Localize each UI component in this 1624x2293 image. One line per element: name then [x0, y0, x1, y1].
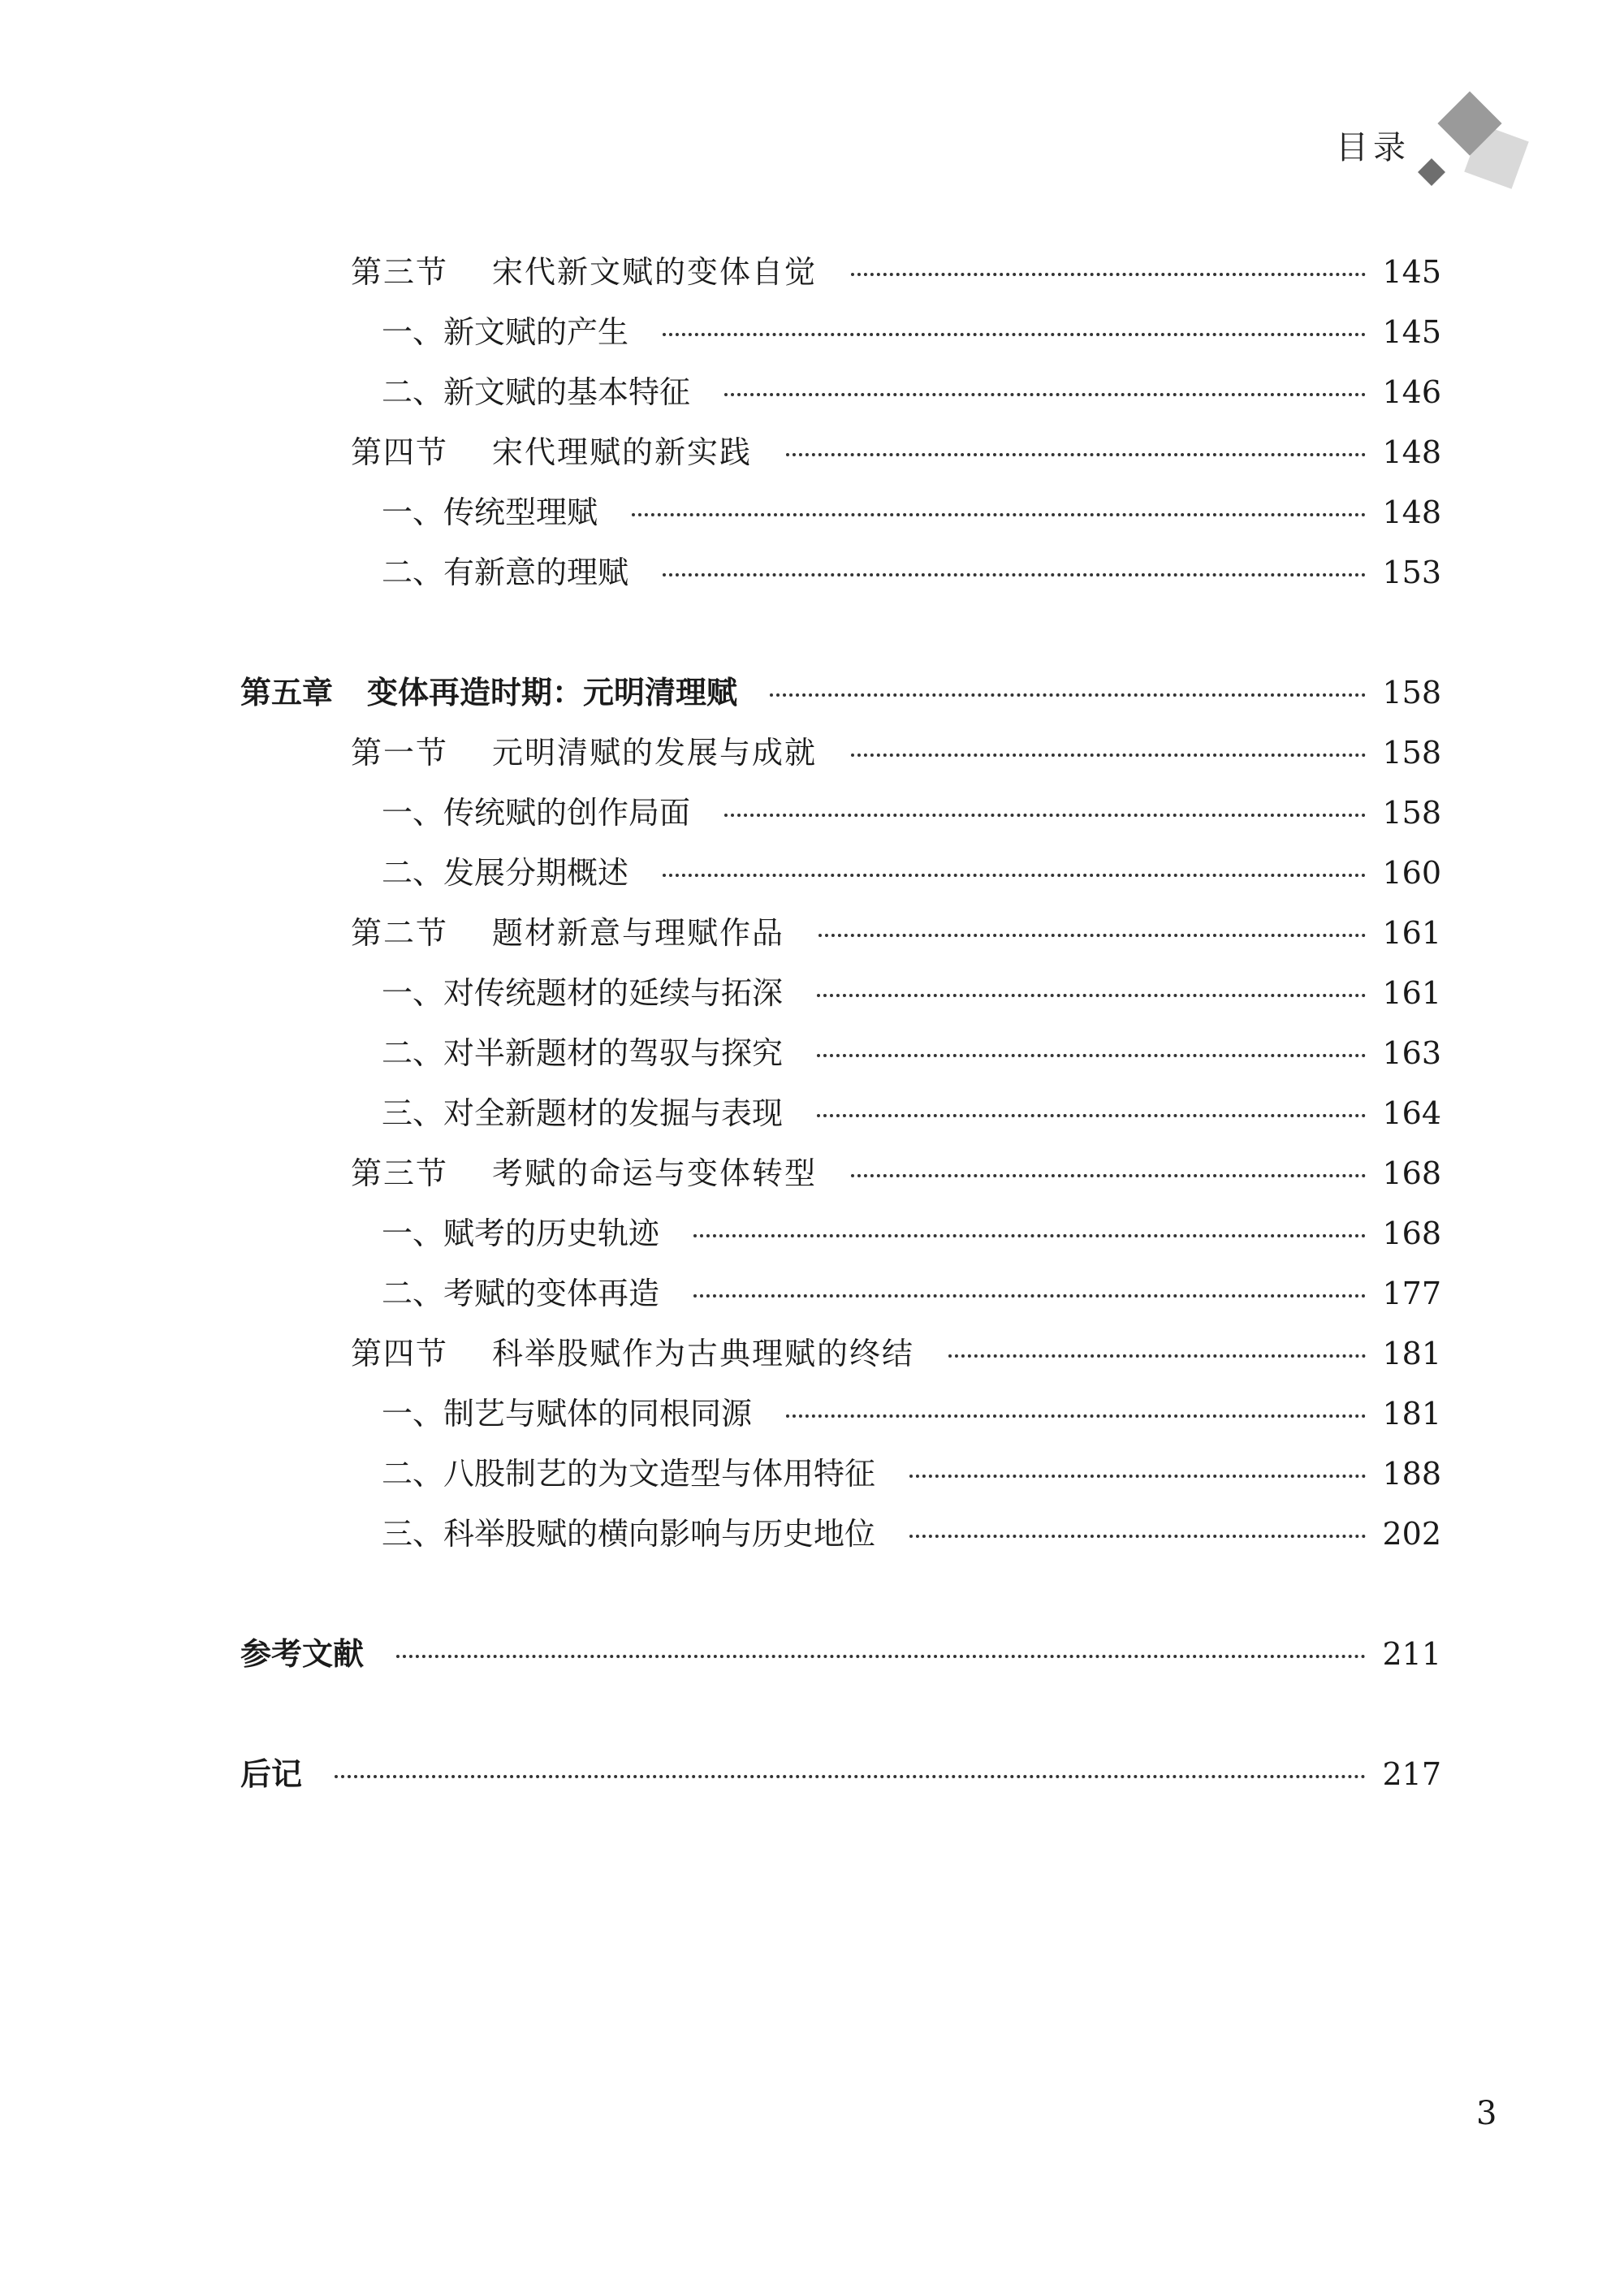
toc-entry-prefix: 二、	[382, 1456, 444, 1492]
dot-leader	[693, 1294, 1366, 1298]
dot-leader	[817, 994, 1366, 997]
toc-entry-title: 对半新题材的驾驭与探究	[443, 1035, 784, 1071]
toc-entry-page: 188	[1382, 1456, 1441, 1492]
toc-entry-page: 181	[1382, 1396, 1441, 1432]
toc-entry-page: 148	[1382, 494, 1441, 530]
dot-leader	[335, 1775, 1366, 1778]
toc-entry-prefix: 一、	[382, 1396, 444, 1432]
toc-entry[interactable]	[382, 307, 1441, 352]
toc-entry-title: 宋代理赋的新实践	[492, 434, 753, 470]
toc-entry-prefix: 一、	[382, 1216, 444, 1251]
toc-entry[interactable]	[351, 427, 1441, 473]
page-number: 3	[1476, 2095, 1497, 2132]
toc-entry-title: 传统型理赋	[443, 494, 598, 530]
toc-entry-title: 元明清赋的发展与成就	[492, 735, 818, 771]
toc-entry-page: 177	[1382, 1276, 1441, 1311]
toc-entry-prefix: 三、	[382, 1095, 444, 1131]
toc-entry[interactable]	[382, 1208, 1441, 1254]
dot-leader	[909, 1475, 1366, 1478]
toc-entry-prefix: 一、	[382, 975, 444, 1011]
toc-entry-prefix: 第三节	[351, 254, 449, 290]
toc-entry[interactable]	[382, 968, 1441, 1013]
dot-leader	[663, 333, 1366, 336]
toc-entry-prefix: 一、	[382, 314, 444, 350]
toc-entry-title: 科举股赋作为古典理赋的终结	[492, 1336, 915, 1371]
toc-references-entry[interactable]	[240, 1629, 1441, 1674]
toc-entry-prefix: 第一节	[351, 735, 449, 771]
toc-entry-page: 153	[1382, 555, 1441, 590]
toc-entry-prefix: 二、	[382, 855, 444, 891]
toc-entry[interactable]	[382, 487, 1441, 533]
toc-entry-title: 八股制艺的为文造型与体用特征	[443, 1456, 876, 1492]
toc-entry[interactable]	[382, 1028, 1441, 1073]
dot-leader	[817, 1114, 1366, 1117]
toc-entry-page: 145	[1382, 254, 1441, 290]
toc-entry[interactable]	[382, 1088, 1441, 1134]
toc-entry-prefix: 一、	[382, 494, 444, 530]
toc-entry-prefix: 二、	[382, 1276, 444, 1311]
toc-entry-page: 164	[1382, 1095, 1441, 1131]
toc-entry-page: 168	[1382, 1155, 1441, 1191]
toc-entry-page: 148	[1382, 434, 1441, 470]
toc-entry-title: 新文赋的基本特征	[443, 374, 691, 410]
dot-leader	[817, 1054, 1366, 1057]
dot-leader	[818, 934, 1366, 937]
toc-entry[interactable]	[382, 848, 1441, 893]
dot-leader	[770, 693, 1366, 697]
toc-chapter-entry[interactable]	[240, 667, 1441, 713]
toc-entry-title: 赋考的历史轨迹	[443, 1216, 660, 1251]
toc-entry-title: 科举股赋的横向影响与历史地位	[443, 1516, 876, 1552]
toc-entry-prefix: 第三节	[351, 1155, 449, 1191]
dot-leader	[909, 1535, 1366, 1538]
dot-leader	[724, 393, 1366, 396]
toc-entry-page: 161	[1382, 975, 1441, 1011]
toc-entry-page: 168	[1382, 1216, 1441, 1251]
toc-entry-prefix: 二、	[382, 1035, 444, 1071]
toc-entry-prefix: 二、	[382, 555, 444, 590]
toc-entry[interactable]	[351, 1148, 1441, 1194]
toc-entry[interactable]	[351, 908, 1441, 953]
toc-entry[interactable]	[382, 547, 1441, 593]
toc-entry-page: 145	[1382, 314, 1441, 350]
toc-entry-page: 158	[1382, 675, 1441, 710]
toc-entry-prefix: 第四节	[351, 1336, 449, 1371]
dot-leader	[851, 1174, 1366, 1177]
toc-entry[interactable]	[382, 788, 1441, 833]
toc-entry-title: 参考文献	[240, 1636, 365, 1672]
dot-leader	[632, 513, 1366, 516]
toc-entry-prefix: 第二节	[351, 915, 449, 951]
toc-entry-page: 217	[1382, 1756, 1441, 1792]
toc-entry-title: 传统赋的创作局面	[443, 795, 691, 831]
toc-entry-title: 发展分期概述	[443, 855, 629, 891]
toc-entry-page: 211	[1382, 1636, 1441, 1672]
dot-leader	[948, 1354, 1366, 1358]
dot-leader	[693, 1234, 1366, 1237]
toc-entry-prefix: 一、	[382, 795, 444, 831]
toc-entry-page: 161	[1382, 915, 1441, 951]
toc-entry[interactable]	[351, 247, 1441, 292]
dot-leader	[851, 273, 1366, 276]
toc-afterword-entry[interactable]	[240, 1749, 1441, 1794]
dot-leader	[663, 874, 1366, 877]
toc-entry-title: 新文赋的产生	[443, 314, 629, 350]
toc-entry-prefix: 二、	[382, 374, 444, 410]
toc-entry-title: 对全新题材的发掘与表现	[443, 1095, 784, 1131]
dot-leader	[851, 754, 1366, 757]
toc-entry[interactable]	[351, 1328, 1441, 1374]
toc-entry-page: 163	[1382, 1035, 1441, 1071]
toc-entry-page: 181	[1382, 1336, 1441, 1371]
toc-entry-title: 变体再造时期：元明清理赋	[367, 675, 738, 710]
dot-leader	[396, 1655, 1366, 1658]
toc-entry-page: 158	[1382, 735, 1441, 771]
decorative-square-dark	[1418, 158, 1445, 186]
dot-leader	[663, 573, 1366, 576]
toc-entry-prefix: 第五章	[240, 675, 334, 710]
toc-entry[interactable]	[382, 1268, 1441, 1314]
toc-entry-title: 题材新意与理赋作品	[492, 915, 785, 951]
toc-entry[interactable]	[382, 1388, 1441, 1434]
toc-entry[interactable]	[382, 1509, 1441, 1554]
toc-entry-title: 考赋的命运与变体转型	[492, 1155, 818, 1191]
toc-entry-page: 202	[1382, 1516, 1441, 1552]
toc-entry[interactable]	[382, 1449, 1441, 1494]
toc-entry-title: 考赋的变体再造	[443, 1276, 660, 1311]
toc-entry-title: 后记	[240, 1756, 303, 1792]
dot-leader	[786, 453, 1366, 456]
toc-entry-title: 制艺与赋体的同根同源	[443, 1396, 753, 1432]
toc-entry-page: 146	[1382, 374, 1441, 410]
toc-entry-title: 宋代新文赋的变体自觉	[492, 254, 818, 290]
toc-entry-prefix: 第四节	[351, 434, 449, 470]
toc-entry[interactable]	[382, 367, 1441, 412]
toc-entry-title: 有新意的理赋	[443, 555, 629, 590]
running-header-title: 目录	[1336, 129, 1410, 166]
toc-entry-page: 160	[1382, 855, 1441, 891]
toc-entry[interactable]	[351, 728, 1441, 773]
toc-entry-page: 158	[1382, 795, 1441, 831]
toc-entry-title: 对传统题材的延续与拓深	[443, 975, 784, 1011]
dot-leader	[724, 814, 1366, 817]
toc-entry-prefix: 三、	[382, 1516, 444, 1552]
dot-leader	[786, 1414, 1366, 1418]
